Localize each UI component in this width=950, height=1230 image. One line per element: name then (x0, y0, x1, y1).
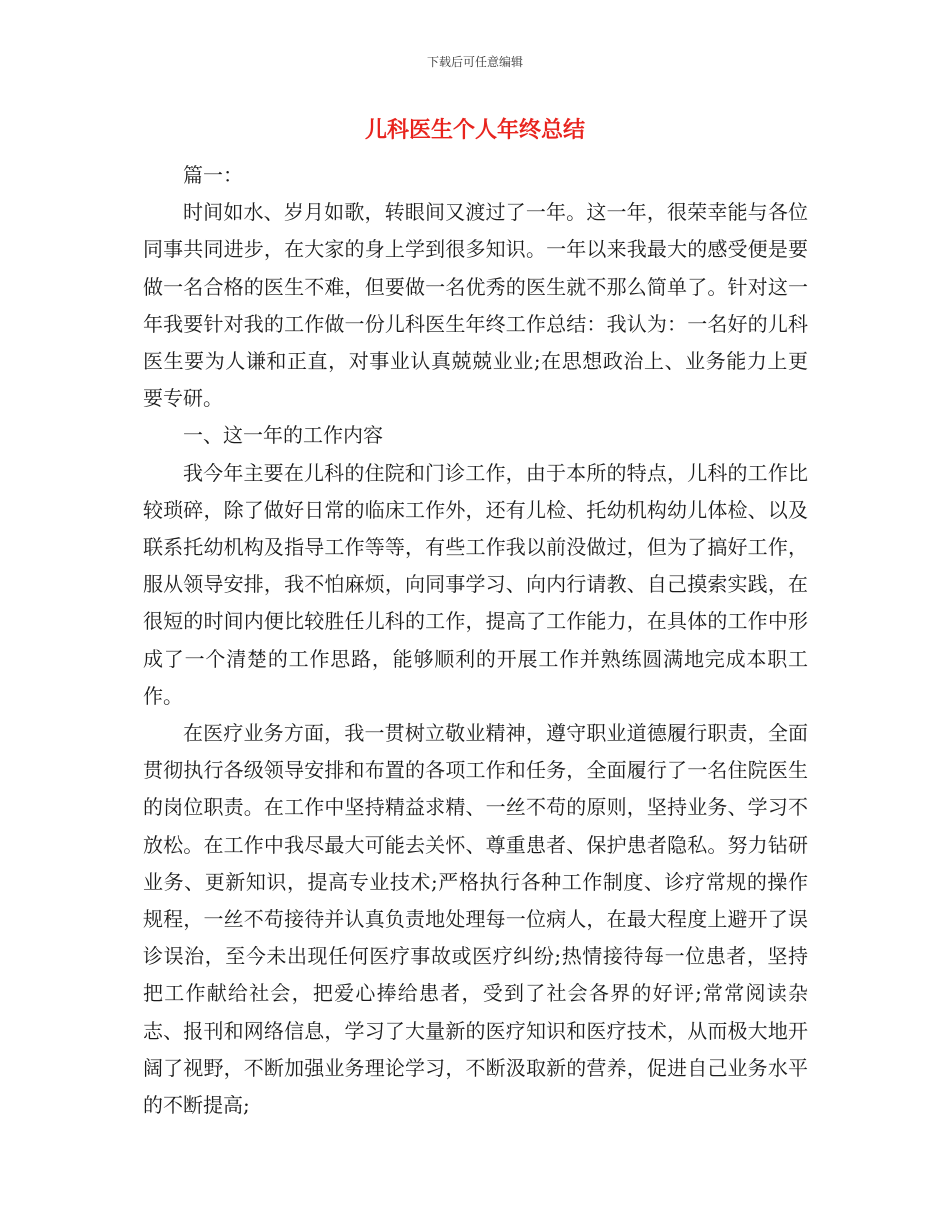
body-paragraph: 在医疗业务方面，我一贯树立敬业精神，遵守职业道德履行职责，全面贯彻执行各级领导安排和布置的各项工作和任务，全面履行了一名住院医生的岗位职责。在工作中坚持精益求精、一丝不苟的原则，坚持业务、学习不放松。在工作中我尽最大可能去关怀、尊重患者、保护患者隐私。努力钻研业务、更新知识，提高专业技术;严格执行各种工作制度、诊疗常规的操作规程，一丝不苟接待并认真负责地处理每一位病人，在最大程度上避开了误诊误治，至今未出现任何医疗事故或医疗纠纷;热情接待每一位患者，坚持把工作献给社会，把爱心捧给患者，受到了社会各界的好评;常常阅读杂志、报刊和网络信息，学习了大量新的医疗知识和医疗技术，从而极大地开阔了视野，不断加强业务理论学习，不断汲取新的营养，促进自己业务水平的不断提高; (143, 721, 808, 1118)
document-title: 儿科医生个人年终总结 (364, 118, 585, 143)
section-heading: 一、这一年的工作内容 (183, 423, 383, 448)
section-label: 篇一： (183, 163, 243, 187)
body-paragraph: 我今年主要在儿科的住院和门诊工作，由于本所的特点，儿科的工作比较琐碎，除了做好日常的临床工作外，还有儿检、托幼机构幼儿体检、以及联系托幼机构及指导工作等等，有些工作我以前没做过，但为了搞好工作，服从领导安排，我不怕麻烦，向同事学习、向内行请教、自己摸索实践，在很短的时间内便比较胜任儿科的工作，提高了工作能力，在具体的工作中形成了一个清楚的工作思路，能够顺利的开展工作并熟练圆满地完成本职工作。 (143, 460, 808, 708)
body-paragraph: 时间如水、岁月如歌，转眼间又渡过了一年。这一年，很荣幸能与各位同事共同进步，在大家的身上学到很多知识。一年以来我最大的感受便是要做一名合格的医生不难，但要做一名优秀的医生就不那么简单了。针对这一年我要针对我的工作做一份儿科医生年终工作总结：我认为：一名好的儿科医生要为人谦和正直，对事业认真兢兢业业;在思想政治上、业务能力上更要专研。 (143, 200, 808, 411)
header-note: 下载后可任意编辑 (426, 55, 523, 69)
document-body (143, 157, 808, 1124)
